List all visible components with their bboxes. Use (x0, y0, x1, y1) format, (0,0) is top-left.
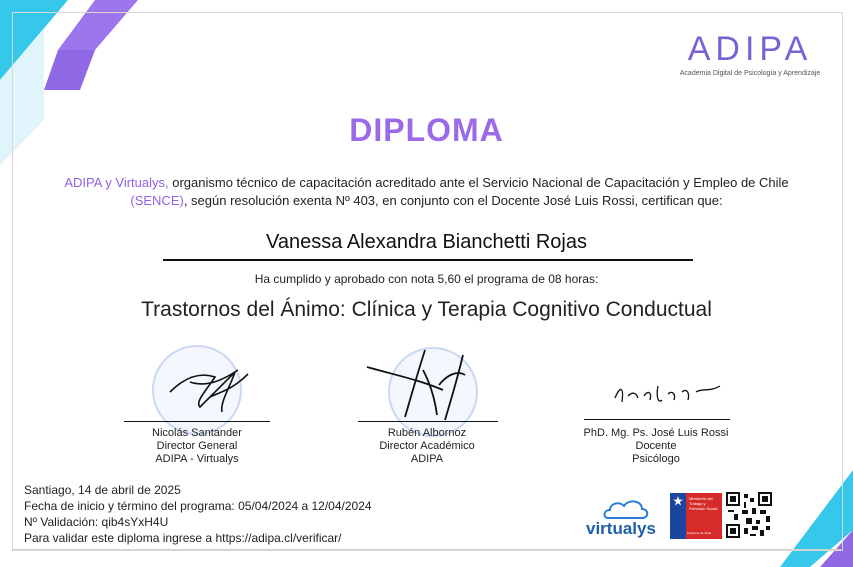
place-date: Santiago, 14 de abril de 2025 (24, 483, 181, 497)
course-title: Trastornos del Ánimo: Clínica y Terapia Cognitivo Conductual (141, 298, 712, 321)
signatory-1-name: Nicolás Santander (152, 427, 242, 439)
verify-url: Para validar este diploma ingrese a https://adipa.cl/verificar/ (24, 531, 342, 545)
star-icon (673, 496, 683, 506)
signature-line-1 (124, 421, 270, 422)
cloud-icon (602, 498, 650, 520)
signatory-1-role: Director General (156, 440, 238, 452)
grade-line: Ha cumplido y aprobado con nota 5,60 el programa de 08 horas: (254, 272, 599, 286)
virtualys-wordmark: virtualys (586, 519, 656, 538)
recipient-name: Vanessa Alexandra Bianchetti Rojas (266, 231, 587, 253)
sence-highlight: (SENCE) (130, 193, 184, 208)
footer-info (24, 482, 372, 546)
program-dates: Fecha de inicio y término del programa: 05/04/2024 a 12/04/2024 (24, 499, 372, 513)
signatory-2-name: Rubén Albornoz (387, 427, 467, 439)
signatory-1-org: ADIPA - Virtualys (155, 453, 239, 465)
adipa-logo (670, 30, 830, 77)
signature-santander (160, 352, 260, 417)
signatory-3 (581, 427, 731, 466)
validation-code: Nº Validación: qib4sYxH4U (24, 515, 169, 529)
ministry-footer: Gobierno de Chile (687, 531, 712, 535)
intro-paragraph (60, 174, 793, 210)
signatory-3-org: Psicólogo (632, 453, 680, 465)
recipient-underline (163, 259, 693, 261)
signatory-1 (122, 427, 272, 466)
intro-text-2: , según resolución exenta Nº 403, en conjunto con el Docente José Luis Rossi, certifican que: (183, 193, 723, 208)
org-highlight: ADIPA y Virtualys, (64, 175, 169, 190)
signature-line-3 (584, 419, 730, 420)
signatory-2-role: Director Académico (379, 440, 475, 452)
signature-line-2 (358, 421, 498, 422)
signatory-3-role: Docente (635, 440, 677, 452)
ministry-logo (670, 493, 722, 539)
qr-code-icon (726, 492, 772, 538)
signature-rossi (610, 378, 730, 414)
bottom-divider (12, 549, 841, 550)
signature-albornoz (365, 345, 485, 425)
signatory-2-org: ADIPA (410, 453, 444, 465)
logo-wordmark: ADIPA (687, 30, 813, 68)
logo-tagline: Academia Digital de Psicología y Aprendizaje (679, 70, 821, 77)
ministry-name: Ministerio del Trabajo y Previsión Social (689, 496, 718, 511)
intro-text-1: organismo técnico de capacitación acreditado ante el Servicio Nacional de Capacitación y Empleo de Chile (168, 175, 789, 190)
diploma-title: DIPLOMA (349, 112, 504, 148)
signatory-3-name: PhD. Mg. Ps. José Luis Rossi (583, 427, 729, 439)
signatory-2 (352, 427, 502, 466)
